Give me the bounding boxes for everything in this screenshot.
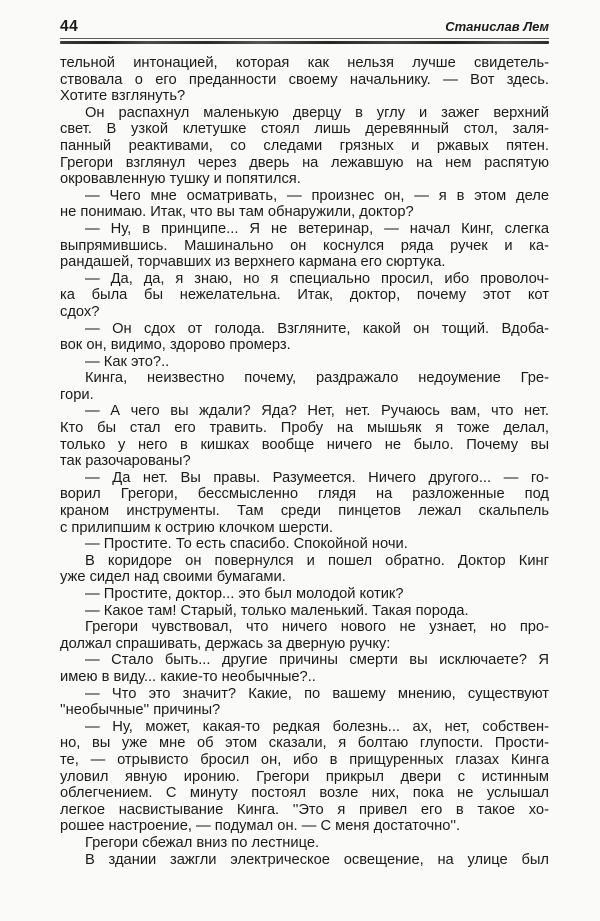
text-line: сдох? (60, 303, 100, 320)
page-number: 44 (60, 18, 79, 35)
text-line: — Простите. То есть спасибо. Спокойной ночи. (85, 536, 408, 553)
text-line: — А чего вы ждали? Яда? Нет, нет. Ручаюсь вам, что нет. (85, 403, 549, 420)
text-line: Он распахнул маленькую дверцу в углу и зажег верхний (85, 104, 549, 121)
page-header (60, 18, 549, 36)
text-line: — Что это значит? Какие, по вашему мнению, существуют (85, 685, 549, 702)
header-rule-thin (60, 38, 549, 39)
text-line: — Да, да, я знаю, но я специально просил, ибо проволоч- (85, 270, 549, 287)
text-line: должал спрашивать, держась за дверную ручку: (60, 635, 391, 652)
text-line: Грегори сбежал вниз по лестнице. (85, 834, 320, 851)
text-line: В здании зажгли электрическое освещение, на улице был (85, 851, 549, 868)
text-line: В коридоре он повернулся и пошел обратно. Доктор Кинг (85, 552, 549, 569)
text-line: — Стало быть... другие причины смерти вы исключаете? Я (85, 652, 549, 669)
text-line: краном инструменты. Там среди пинцетов лежал скальпель (60, 503, 549, 520)
text-line: ворил Грегори, бессмысленно глядя на разложенные под (60, 486, 549, 503)
text-line: Кто бы стал его травить. Пробу на мышьяк я тоже делал, (60, 420, 549, 437)
text-line: легкое насвистывание Кинга. ''Это я привел его в такое хо- (60, 801, 549, 818)
text-line: Кинга, неизвестно почему, раздражало недоумение Гре- (85, 370, 549, 387)
text-line: Грегори чувствовал, что ничего нового не узнает, но про- (85, 619, 549, 636)
text-line: имею в виду... какие-то необычные?.. (60, 668, 316, 685)
text-line: уловил явную иронию. Грегори прикрыл двери с истинным (60, 768, 549, 785)
text-line: — Ну, в принципе... Я не ветеринар, — начал Кинг, слегка (85, 220, 549, 237)
text-line: ''необычные'' причины? (60, 702, 221, 719)
text-line: тельной интонацией, которая как нельзя лучше свидетель- (60, 55, 549, 71)
text-line: — Простите, доктор... это был молодой котик? (85, 586, 404, 602)
text-line: Грегори взглянул через дверь на лежавшую на нем распятую (60, 154, 549, 171)
text-line: ка была бы нежелательна. Итак, доктор, почему этот кот (60, 287, 549, 304)
text-line: ствовала о его преданности своему начальнику. — Вот здесь. (60, 71, 549, 88)
text-line: выпрямившись. Машинально он коснулся ряда ручек и ка- (60, 237, 549, 254)
text-line: вок он, видимо, здорово промерз. (60, 337, 291, 354)
text-line: те, — отрывисто бросил он, ибо в прищуренных глазах Кинга (60, 751, 549, 768)
text-line: — Он сдох от голода. Взгляните, какой он тощий. Вдоба- (85, 320, 549, 337)
page-text (60, 55, 549, 868)
text-line: но, вы уже мне об этом сказали, я болтаю глупости. Прости- (60, 735, 549, 752)
text-line: облегчением. С минуту постоял возле них, пока не услышал (60, 785, 549, 802)
text-line: так разочарованы? (60, 453, 191, 470)
text-line: рандашей, торчавших из верхнего кармана его сюртука. (60, 254, 446, 271)
text-line: — Чего мне осматривать, — произнес он, — я в этом деле (85, 187, 549, 204)
text-line: Хотите взглянуть? (60, 88, 186, 105)
text-line: панный реактивами, со следами грязных и ржавых пятен. (60, 137, 549, 154)
text-line: окровавленную тушку и попятился. (60, 171, 301, 188)
text-line: рошее настроение, — подумал он. — С меня достаточно''. (60, 818, 461, 835)
text-line: только у него в кишках вообще ничего не было. Почему вы (60, 436, 549, 453)
text-line: — Ну, может, какая-то редкая болезнь... ах, нет, собствен- (85, 718, 549, 735)
text-line: — Да нет. Вы правы. Разумеется. Ничего другого... — го- (85, 469, 549, 486)
running-title-author: Станислав Лем (445, 19, 549, 34)
text-line: — Какое там! Старый, только маленький. Такая порода. (85, 602, 469, 619)
text-line: с прилипшим к острию клочком шерсти. (60, 519, 334, 536)
text-line: свет. В узкой клетушке стоял лишь деревянный стол, заля- (60, 121, 549, 138)
text-line: не понимаю. Итак, что вы там обнаружили, доктор? (60, 204, 414, 221)
text-line: — Как это?.. (85, 353, 170, 370)
text-line: гори. (60, 386, 94, 403)
header-rule-thick (60, 41, 549, 44)
text-line: уже сидел над своими бумагами. (60, 569, 286, 586)
